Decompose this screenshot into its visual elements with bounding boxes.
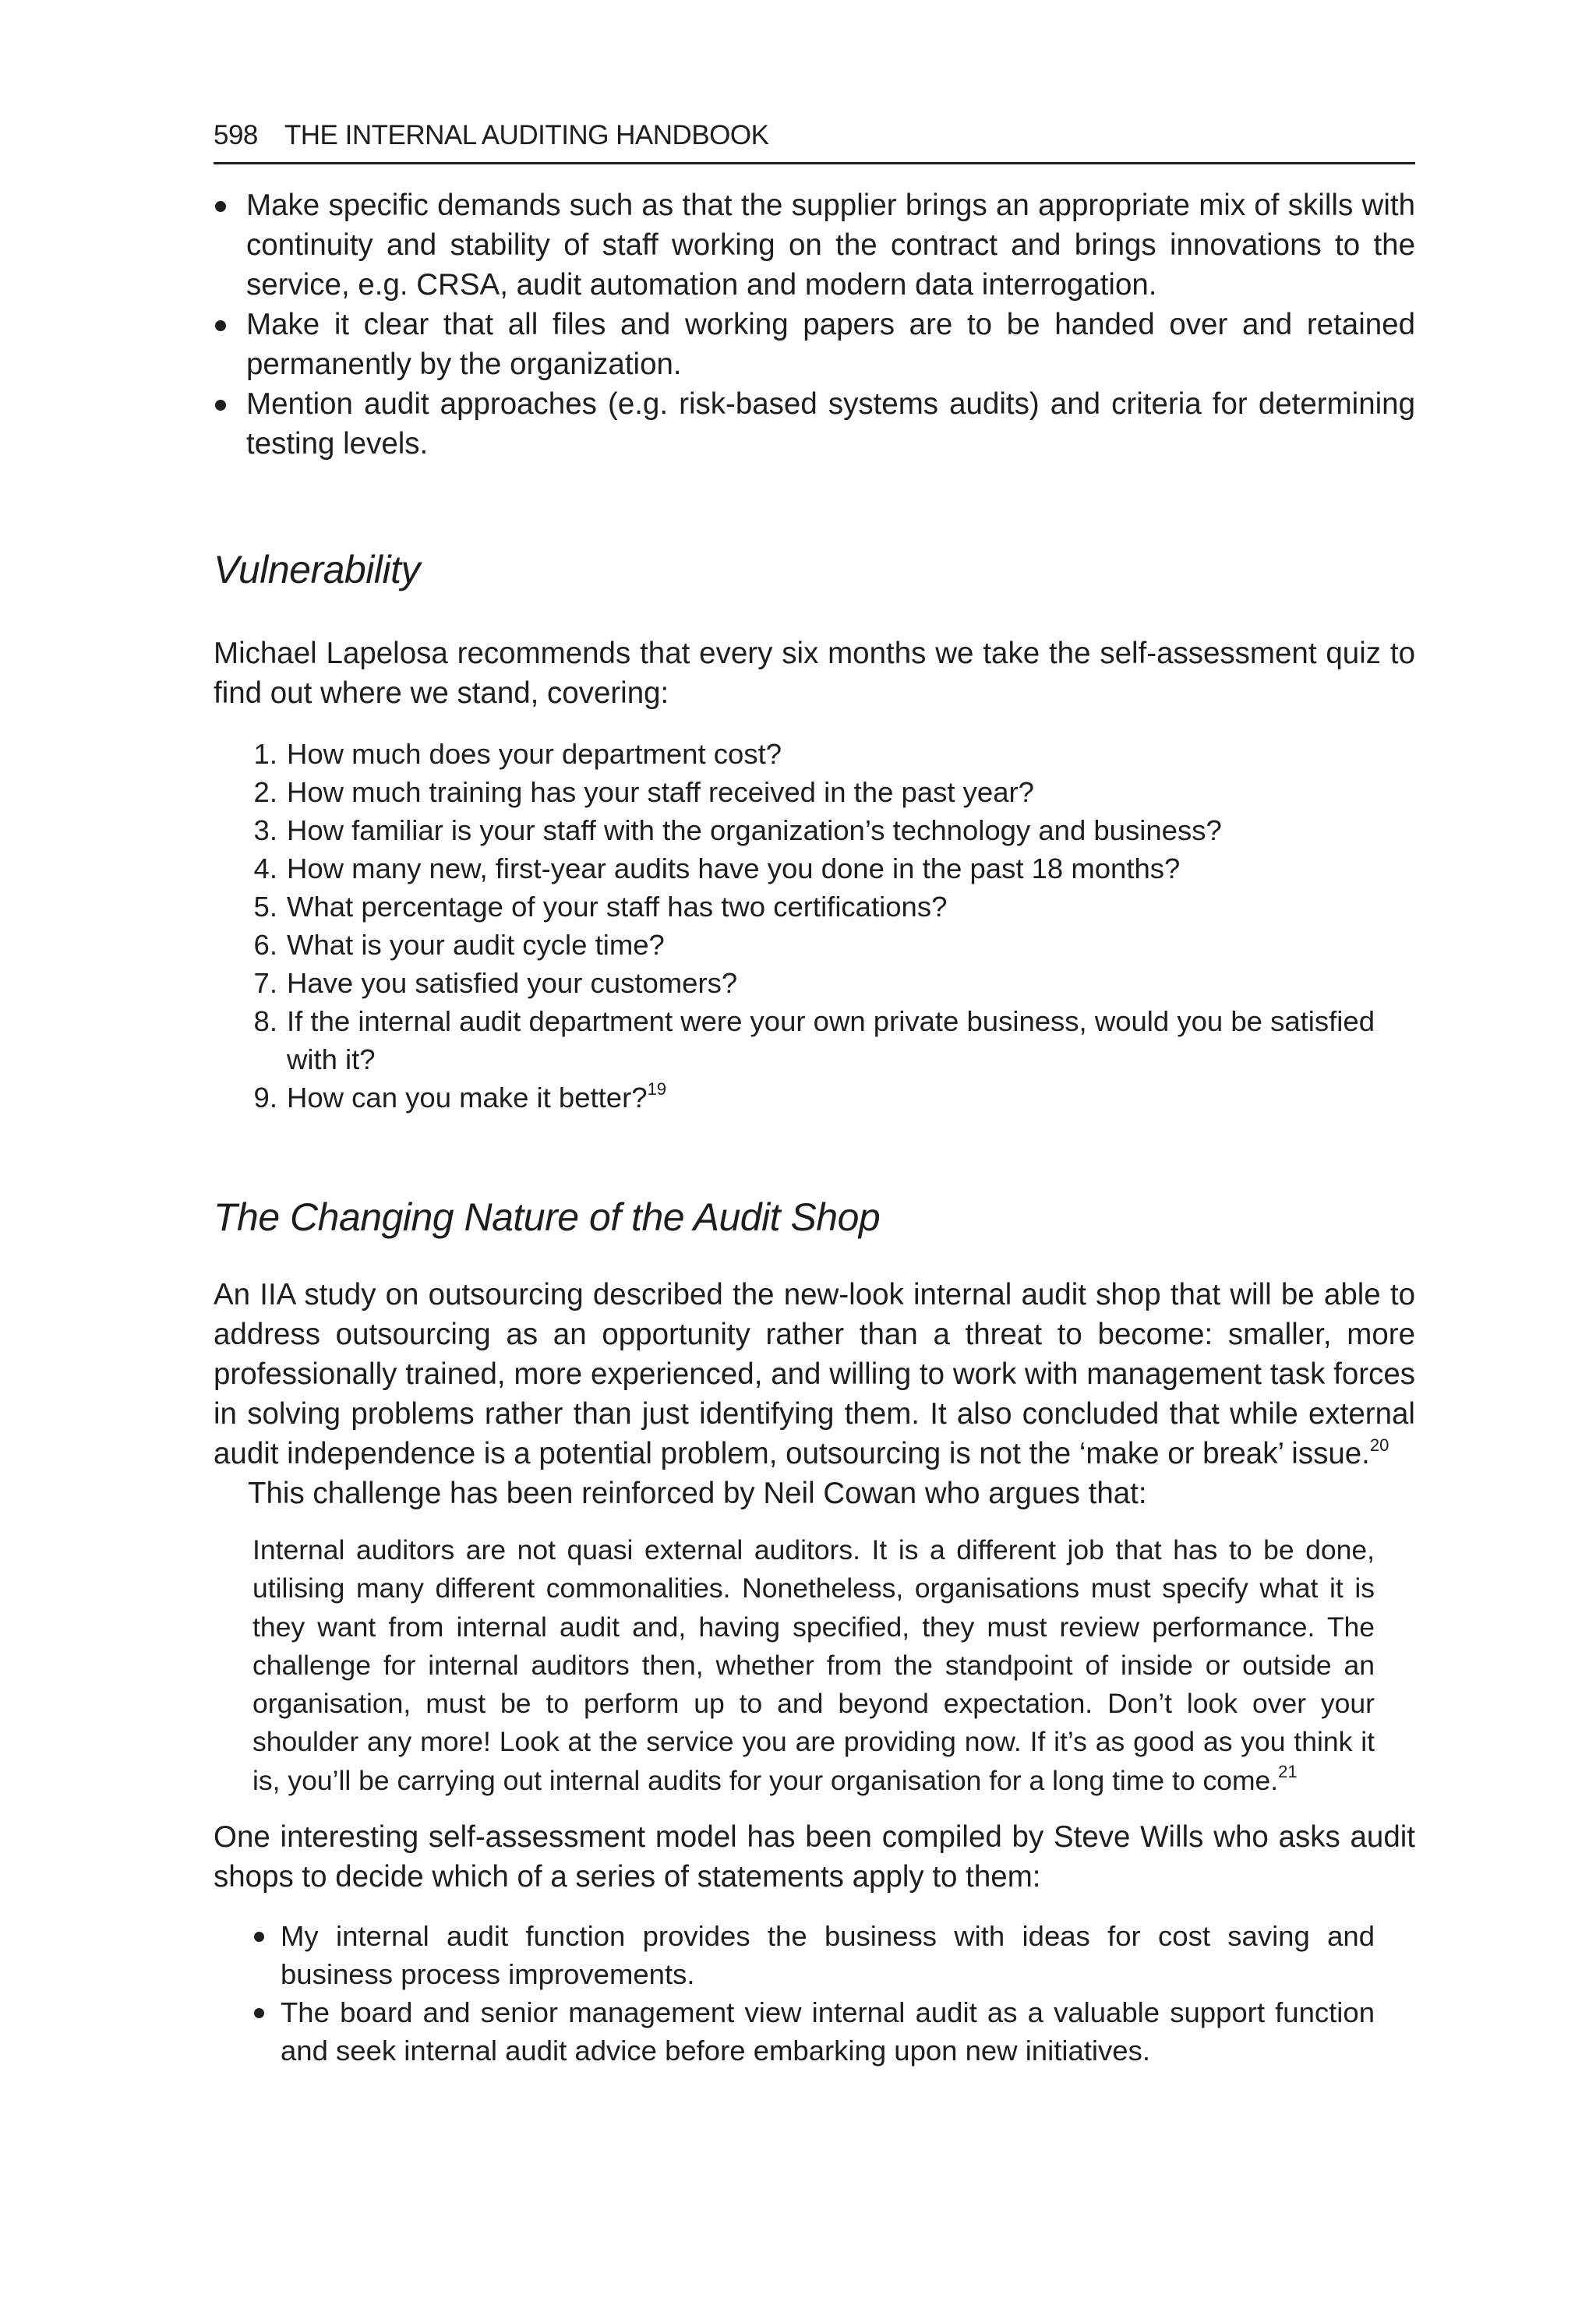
top-bullet-list <box>214 185 1415 464</box>
list-item: Make it clear that all files and working papers are to be handed over and retained permanently by the organization. <box>214 305 1415 384</box>
list-item: The board and senior management view internal audit as a valuable support function and seek internal audit advice before embarking upon new initiatives. <box>252 1993 1375 2070</box>
paragraph: This challenge has been reinforced by Neil Cowan who argues that: <box>248 1477 1147 1510</box>
section-heading: Vulnerability <box>214 548 420 591</box>
page-number: 598 <box>214 120 258 150</box>
book-title: THE INTERNAL AUDITING HANDBOOK <box>284 120 769 150</box>
page-body <box>214 185 1415 2070</box>
statement-list <box>214 1917 1415 2070</box>
quiz-item: 5. What percentage of your staff has two certifications? <box>253 891 948 923</box>
footnote-marker: 20 <box>1369 1435 1389 1455</box>
quiz-item: 6. What is your audit cycle time? <box>253 929 665 961</box>
quiz-item: 8. If the internal audit department were your own private business, would you be satisfied with it? <box>253 1005 1375 1075</box>
bullet-icon <box>254 1932 264 1942</box>
quiz-item: 7. Have you satisfied your customers? <box>253 967 738 999</box>
list-item: My internal audit function provides the business with ideas for cost saving and business process improvements. <box>252 1917 1375 1993</box>
paragraph: One interesting self-assessment model has been compiled by Steve Wills who asks audit shops to decide which of a series of statements apply to them: <box>214 1820 1415 1894</box>
quiz-item: 4. How many new, first-year audits have you done in the past 18 months? <box>253 852 1181 884</box>
quiz-list <box>214 735 1415 1117</box>
quiz-item: 9. How can you make it better?$^{19}$ <box>253 1079 667 1114</box>
footnote-marker: 21 <box>1278 1761 1298 1781</box>
paragraph: An IIA study on outsourcing described the new-look internal audit shop that will be able to address outsourcing as an opportunity rather than a threat to become: smaller, more professionally trained, more experienced, and willing to work with management task forces in solving problems rather than just identifying them. It also concluded that while external audit independence is a potential problem, outsourcing is not the ‘make or break’ issue.$^{20}$ <box>214 1278 1415 1470</box>
bullet-icon <box>215 320 226 331</box>
bullet-icon <box>215 201 226 212</box>
block-quote: Internal auditors are not quasi external auditors. It is a different job that has to be done, utilising many different commonalities. Nonetheless, organisations must specify what it is they want from internal audit and, having specified, they must review performance. The challenge for internal auditors then, whether from the standpoint of inside or outside an organisation, must be to perform up to and beyond expectation. Don’t look over your shoulder any more! Look at the service you are providing now. If it’s as good as you think it is, you’ll be carrying out internal audits for your organisation for a long time to come.$^{21}$ <box>252 1534 1375 1796</box>
list-item: Mention audit approaches (e.g. risk-based systems audits) and criteria for determining testing levels. <box>214 384 1415 464</box>
bullet-icon <box>215 400 226 411</box>
paragraph: Michael Lapelosa recommends that every six months we take the self-assessment quiz to find out where we stand, covering: <box>214 637 1415 710</box>
footnote-marker: 19 <box>647 1079 667 1099</box>
quiz-item: 2. How much training has your staff received in the past year? <box>253 776 1034 808</box>
book-page <box>214 115 1415 2070</box>
quiz-item: 1. How much does your department cost? <box>253 738 782 770</box>
running-head <box>214 120 1415 164</box>
bullet-icon <box>254 2008 264 2018</box>
list-item: Make specific demands such as that the supplier brings an appropriate mix of skills with continuity and stability of staff working on the contract and brings innovations to the service, e.g. CRSA, audit automation and modern data interrogation. <box>214 185 1415 305</box>
section-heading: The Changing Nature of the Audit Shop <box>214 1195 881 1239</box>
quiz-item: 3. How familiar is your staff with the organization’s technology and business? <box>253 814 1222 846</box>
